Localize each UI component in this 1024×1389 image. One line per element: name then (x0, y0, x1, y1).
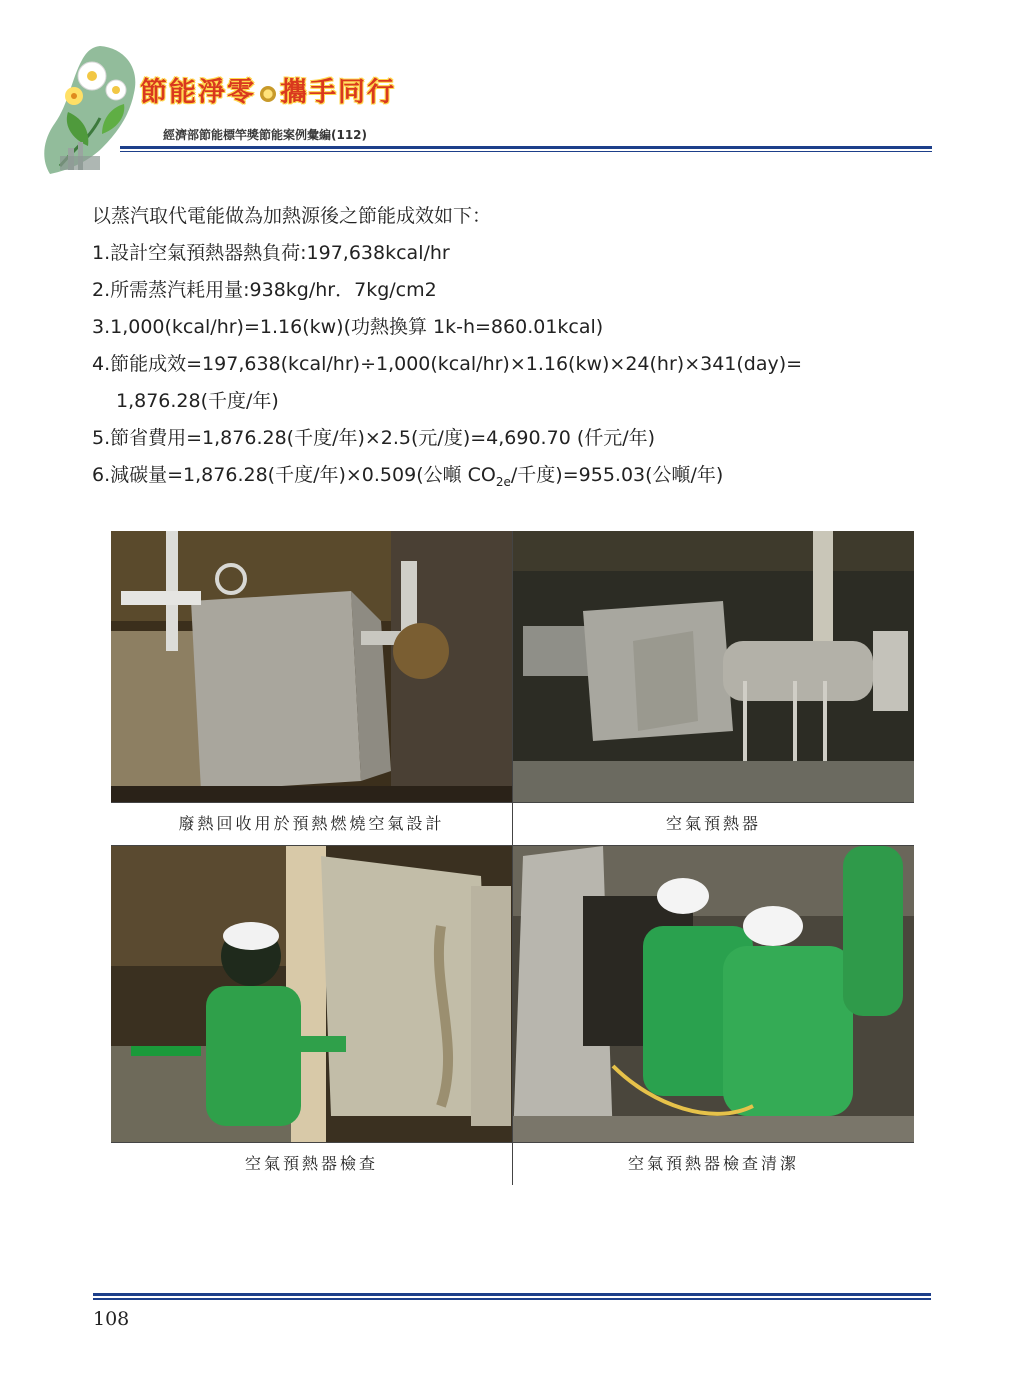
header-rule-thin (120, 151, 932, 152)
result-item-6-text-end: /千度)=955.03(公噸/年) (510, 464, 724, 486)
flower-divider-icon (260, 86, 276, 102)
photo-cell (512, 846, 914, 1185)
result-item-2: 2.所需蒸汽耗用量:938kg/hr．7kg/cm2 (92, 279, 437, 301)
result-item-6 (92, 457, 952, 501)
photo-cell (111, 531, 512, 846)
photo-caption: 空氣預熱器檢查 (111, 1142, 512, 1185)
result-item-3: 3.1,000(kcal/hr)=1.16(kw)(功熱換算 1k-h=860.01kcal) (92, 316, 604, 338)
energy-saving-results (92, 198, 952, 501)
photo-caption: 空氣預熱器 (513, 802, 914, 846)
result-item-4-continued: 1,876.28(千度/年) (116, 390, 279, 412)
photo-caption: 空氣預熱器檢查清潔 (513, 1142, 914, 1185)
page-number: 108 (93, 1308, 130, 1330)
header-rule (120, 146, 932, 149)
result-item-6-text: 6.減碳量=1,876.28(千度/年)×0.509(公噸 CO (92, 464, 496, 486)
result-item-1: 1.設計空氣預熱器熱負荷:197,638kcal/hr (92, 242, 450, 264)
brand-title-part2: 攜手同行 (280, 77, 396, 108)
result-item-5: 5.節省費用=1,876.28(千度/年)×2.5(元/度)=4,690.70 (仟元/年) (92, 427, 656, 449)
page-header (0, 0, 1024, 190)
intro-text: 以蒸汽取代電能做為加熱源後之節能成效如下： (92, 205, 492, 227)
photo-grid (111, 531, 914, 1185)
photo-cell (111, 846, 512, 1185)
footer-rule (93, 1293, 931, 1296)
air-preheater-photo (513, 531, 914, 802)
photo-row (111, 531, 914, 846)
brand-title-part1: 節能淨零 (140, 77, 256, 108)
preheater-cleaning-photo (513, 846, 914, 1142)
waste-heat-recovery-photo (111, 531, 512, 802)
photo-row (111, 846, 914, 1185)
co2e-subscript: 2e (495, 474, 511, 489)
brand-title (140, 70, 396, 109)
photo-cell (512, 531, 914, 846)
publication-subtitle: 經濟部節能標竿獎節能案例彙編(112) (163, 128, 368, 142)
photo-caption: 廢熱回收用於預熱燃燒空氣設計 (111, 802, 512, 846)
footer-rule-thin (93, 1298, 931, 1300)
preheater-inspection-photo (111, 846, 512, 1142)
result-item-4: 4.節能成效=197,638(kcal/hr)÷1,000(kcal/hr)×1.16(kw)×24(hr)×341(day)= (92, 353, 803, 375)
